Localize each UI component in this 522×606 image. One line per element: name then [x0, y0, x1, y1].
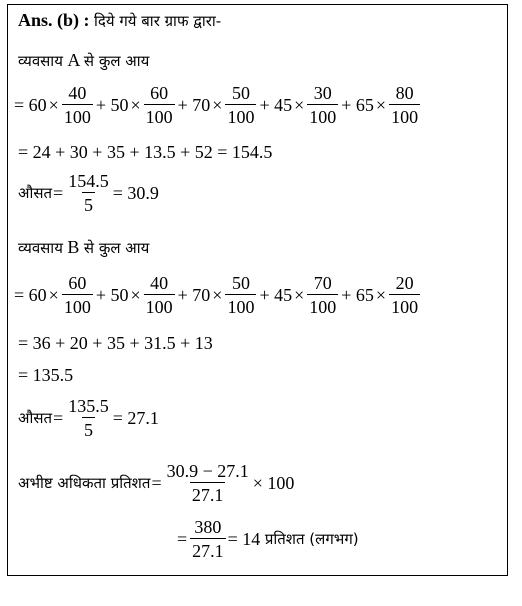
- fraction: $\frac{135.5}{5}$: [68, 396, 109, 440]
- business-b-total: = 135.5: [18, 365, 74, 385]
- term-lead: + 45: [259, 284, 293, 305]
- term-lead: + 50: [95, 94, 129, 115]
- term-lead: + 65: [341, 94, 374, 115]
- average-label: औसत: [18, 184, 53, 202]
- term-lead: + 45: [259, 94, 293, 115]
- business-a-average: औसत = $\frac{154.5}{5}$ = 30.9: [18, 171, 159, 215]
- excess-multiplier: × 100: [252, 472, 295, 493]
- term-lead: + 50: [95, 284, 129, 305]
- fraction: $\frac{50}{100}$: [227, 273, 255, 317]
- heading-text: दिये गये बार ग्राफ द्वारा-: [94, 12, 222, 30]
- business-a-calculation: = 60 × $\frac{40}{100}$ + 50 × $\frac{60}{100}$ + 70 × $\frac{50}{100}$ + 45 × $\frac{30}{100}$ + 65 × $\frac{80}{100}$: [14, 83, 419, 127]
- excess-result: = $\frac{380}{27.1}$ = 14 प्रतिशत (लगभग): [177, 517, 359, 561]
- term-lead: + 70: [177, 94, 211, 115]
- term-lead: + 65: [341, 284, 374, 305]
- business-b-sum: = 36 + 20 + 35 + 31.5 + 13: [18, 333, 213, 353]
- fraction: $\frac{40}{100}$: [63, 83, 91, 127]
- average-result: = 30.9: [112, 182, 159, 203]
- excess-percentage: अभीष्ट अधिकता प्रतिशत = $\frac{30.9 - 27.1}{27.1}$ × 100: [18, 461, 295, 505]
- answer-box: [7, 4, 508, 576]
- average-label: औसत: [18, 409, 53, 427]
- business-a-letter: A: [67, 50, 80, 70]
- business-b-title: [18, 237, 149, 258]
- business-b-letter: B: [67, 237, 80, 257]
- excess-label: अभीष्ट अधिकता प्रतिशत: [18, 474, 151, 492]
- business-b-suffix: से कुल आय: [83, 239, 150, 257]
- fraction: $\frac{30.9 - 27.1}{27.1}$: [166, 461, 249, 505]
- average-result: = 27.1: [112, 407, 159, 428]
- business-b-average: औसत = $\frac{135.5}{5}$ = 27.1: [18, 396, 159, 440]
- fraction: $\frac{50}{100}$: [227, 83, 255, 127]
- fraction: $\frac{380}{27.1}$: [192, 517, 224, 561]
- excess-result-text: प्रतिशत (लगभग): [264, 530, 359, 548]
- answer-heading: [18, 10, 221, 31]
- business-a-suffix: से कुल आय: [83, 52, 150, 70]
- fraction: $\frac{20}{100}$: [391, 273, 419, 317]
- business-a-title: [18, 50, 149, 71]
- business-b-calculation: = 60 × $\frac{60}{100}$ + 50 × $\frac{40}{100}$ + 70 × $\frac{50}{100}$ + 45 × $\frac{70}{100}$ + 65 × $\frac{20}{100}$: [14, 273, 419, 317]
- fraction: $\frac{154.5}{5}$: [68, 171, 109, 215]
- fraction: $\frac{30}{100}$: [309, 83, 337, 127]
- term-lead: + 70: [177, 284, 211, 305]
- business-a-sum: = 24 + 30 + 35 + 13.5 + 52 = 154.5: [18, 142, 273, 162]
- fraction: $\frac{40}{100}$: [145, 273, 173, 317]
- term-lead: = 60: [14, 284, 47, 305]
- excess-result-number: = 14: [227, 528, 261, 549]
- business-a-word: व्यवसाय: [18, 52, 63, 70]
- fraction: $\frac{60}{100}$: [145, 83, 173, 127]
- fraction: $\frac{60}{100}$: [63, 273, 91, 317]
- fraction: $\frac{70}{100}$: [309, 273, 337, 317]
- fraction: $\frac{80}{100}$: [391, 83, 419, 127]
- answer-label: Ans. (b) :: [18, 10, 90, 30]
- term-lead: = 60: [14, 94, 47, 115]
- business-b-word: व्यवसाय: [18, 239, 63, 257]
